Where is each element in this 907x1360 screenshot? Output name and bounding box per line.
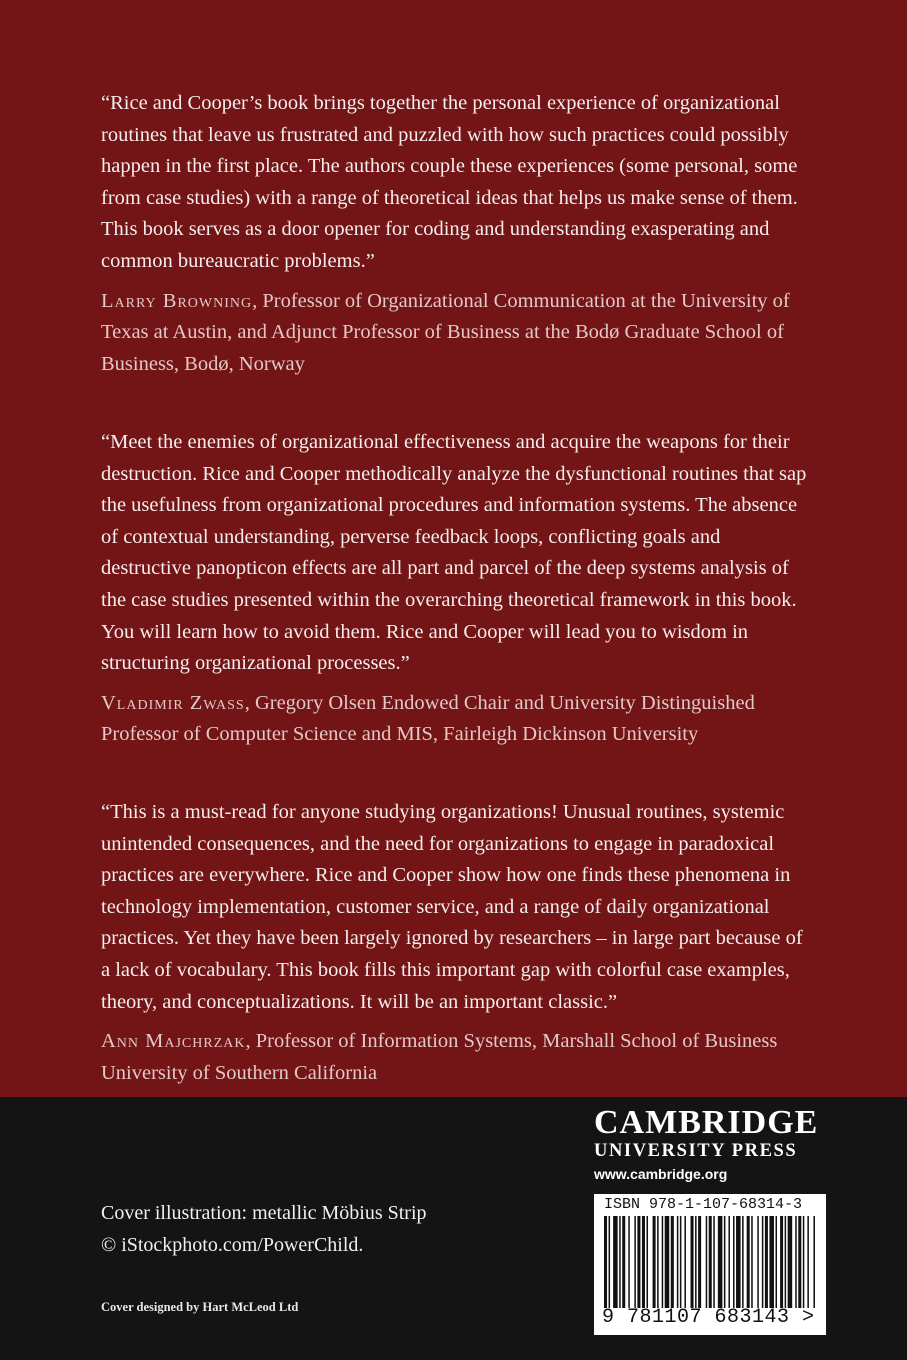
- barcode-bar: [677, 1216, 679, 1308]
- barcode-bar: [609, 1216, 611, 1308]
- barcode-bar: [736, 1216, 741, 1308]
- barcode-bar: [637, 1216, 640, 1308]
- illustration-copyright-line: © iStockphoto.com/PowerChild.: [101, 1234, 364, 1256]
- publisher-name: CAMBRIDGE: [594, 1104, 819, 1141]
- barcode-bar: [807, 1216, 809, 1308]
- barcode-digits: 9 781107 683143 >: [602, 1306, 815, 1329]
- barcode-bar: [813, 1216, 815, 1308]
- barcode-bar: [604, 1216, 607, 1308]
- barcode-bar: [757, 1216, 759, 1308]
- endorser-name: Ann Majchrzak: [101, 1030, 246, 1053]
- barcode-bar: [680, 1216, 682, 1308]
- barcode-bar: [780, 1216, 783, 1308]
- isbn-barcode-box: [594, 1194, 826, 1335]
- endorsement-quote: “Rice and Cooper’s book brings together the personal experience of organizational routines that leave us frustrated and puzzled with how such practices could possibly happen in the first place. The authors couple these experiences (some personal, some from case studies) with a range of theoretical ideas that helps us make sense of them. This book serves as a door opener for coding and understanding exasperating and common bureaucratic problems.”: [101, 92, 798, 272]
- barcode-bar: [622, 1216, 625, 1308]
- barcode-bar: [662, 1216, 664, 1308]
- barcode-bar: [776, 1216, 778, 1308]
- barcode-bar: [657, 1216, 659, 1308]
- barcode-bar: [713, 1216, 715, 1308]
- barcode-bar: [762, 1216, 764, 1308]
- barcode-bar: [613, 1216, 618, 1308]
- barcode-bar: [695, 1216, 697, 1308]
- endorser-name: Vladimir Zwass: [101, 691, 245, 714]
- barcode-bar: [795, 1216, 797, 1308]
- barcode-bar: [785, 1216, 787, 1308]
- endorser-affiliation: , Professor of Organizational Communication at the University of Texas at Austin, and Adjunct Professor of Business at the Bodø Graduate School of Business, Bodø, Norway: [101, 289, 790, 375]
- barcode-bar: [803, 1216, 805, 1308]
- isbn-label: ISBN 978-1-107-68314-3: [604, 1196, 803, 1213]
- endorsement-attribution: [101, 286, 813, 381]
- barcode-bar: [647, 1216, 649, 1308]
- barcode-bar: [733, 1216, 735, 1308]
- barcode-bar: [769, 1216, 774, 1308]
- barcode-bar: [742, 1216, 744, 1308]
- endorser-affiliation: , Gregory Olsen Endowed Chair and University Distinguished Professor of Computer Science and MIS, Fairleigh Dickinson University: [101, 691, 755, 746]
- barcode-bar: [671, 1216, 674, 1308]
- publisher-url: www.cambridge.org: [594, 1166, 728, 1182]
- endorsement-quote: “Meet the enemies of organizational effectiveness and acquire the weapons for their destruction. Rice and Cooper methodically analyze the dysfunctional routines that sap the usefulness from organizational procedures and information systems. The absence of contextual understanding, perverse feedback loops, conflicting goals and destructive panopticon effects are all part and parcel of the deep systems analysis of the case studies presented within the overarching theoretical framework in this book. You will learn how to avoid them. Rice and Cooper will lead you to wisdom in structuring organizational processes.”: [101, 431, 807, 675]
- barcode-bar: [788, 1216, 793, 1308]
- cover-designer-credit: Cover designed by Hart McLeod Ltd: [101, 1300, 299, 1314]
- barcode-bar: [653, 1216, 656, 1308]
- barcode-bar: [684, 1216, 686, 1308]
- endorsement-attribution: [101, 1026, 813, 1089]
- barcode-bar: [634, 1216, 636, 1308]
- illustration-credit-line: Cover illustration: metallic Möbius Strip: [101, 1202, 427, 1224]
- barcode-icon: [604, 1216, 818, 1308]
- barcode-bar: [698, 1216, 701, 1308]
- endorsement-1: [101, 88, 813, 380]
- barcode-bar: [747, 1216, 750, 1308]
- endorser-affiliation: , Professor of Information Systems, Marshall School of Business University of Southern California: [101, 1030, 778, 1084]
- barcode-bar: [728, 1216, 730, 1308]
- endorsement-3: [101, 797, 813, 1089]
- barcode-bar: [798, 1216, 801, 1308]
- barcode-bar: [724, 1216, 726, 1308]
- barcode-bar: [619, 1216, 621, 1308]
- barcode-bar: [628, 1216, 630, 1308]
- barcode-bar: [665, 1216, 670, 1308]
- barcode-bar: [751, 1216, 753, 1308]
- cover-illustration-credit: [101, 1197, 427, 1261]
- barcode-bar: [706, 1216, 708, 1308]
- endorsement-quote: “This is a must-read for anyone studying organizations! Unusual routines, systemic unintended consequences, and the need for organizations to engage in paradoxical practices are everywhere. Rice and Cooper show how one finds these phenomena in technology implementation, customer service, and a range of daily organizational practices. Yet they have been largely ignored by researchers – in large part because of a lack of vocabulary. This book fills this important gap with colorful case examples, theory, and conceptualizations. It will be an important classic.”: [101, 801, 803, 1013]
- barcode-bar: [691, 1216, 694, 1308]
- publisher-logo: [594, 1105, 826, 1187]
- endorsement-2: [101, 427, 813, 751]
- endorsement-attribution: [101, 688, 813, 751]
- barcode-bar: [642, 1216, 645, 1308]
- barcode-bar: [709, 1216, 712, 1308]
- endorser-name: Larry Browning: [101, 289, 253, 312]
- barcode-bar: [765, 1216, 768, 1308]
- publisher-subtitle: UNIVERSITY PRESS: [594, 1141, 798, 1161]
- barcode-bar: [718, 1216, 723, 1308]
